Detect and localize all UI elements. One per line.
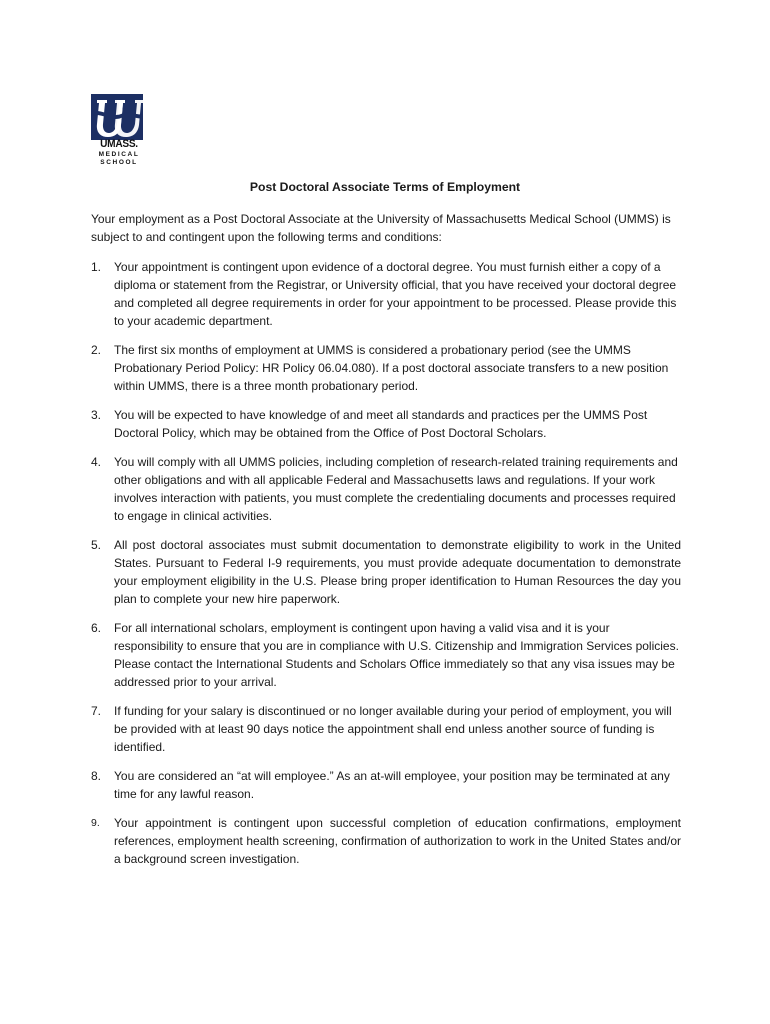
term-item-9 — [91, 814, 681, 868]
term-number: 6. — [91, 621, 102, 635]
term-number: 7. — [91, 704, 102, 718]
document-title: Post Doctoral Associate Terms of Employment — [249, 180, 521, 194]
term-number: 9. — [91, 817, 100, 829]
umass-u-logo-icon — [91, 94, 143, 140]
term-text: If funding for your salary is discontinued or no longer available during your period of employment, you will be provided with at least 90 days notice the appointment shall end unless another source of funding is identified. — [114, 704, 672, 754]
term-item-1 — [91, 258, 681, 330]
logo-school-text: SCHOOL — [100, 158, 138, 166]
term-number: 4. — [91, 455, 102, 469]
term-text: Your appointment is contingent upon evidence of a doctoral degree. You must furnish either a copy of a diploma or statement from the Registrar, or University official, that you have received your doctoral degree and completed all degree requirements in order for your appointment to be processed. Please provide this to your academic department. — [114, 260, 677, 328]
term-number: 2. — [91, 343, 102, 357]
term-item-5 — [91, 536, 681, 608]
logo-wordmark — [91, 139, 147, 166]
term-number: 8. — [91, 769, 102, 783]
logo-medical-text: MEDICAL — [98, 150, 140, 158]
logo-umass-text: UMASS. — [100, 138, 138, 150]
term-text: You will comply with all UMMS policies, including completion of research-related training requirements and other obligations and with all applicable Federal and Massachusetts laws and regulations. If your work involves interaction with patients, you must complete the credentialing documents and processes required to engage in clinical activities. — [114, 455, 678, 523]
term-text: You will be expected to have knowledge of and meet all standards and practices per the UMMS Post Doctoral Policy, which may be obtained from the Office of Post Doctoral Scholars. — [114, 408, 648, 440]
term-text: The first six months of employment at UMMS is considered a probationary period (see the UMMS Probationary Period Policy: HR Policy 06.04.080). If a post doctoral associate transfers to a new position within UMMS, there is a three month probationary period. — [114, 343, 669, 393]
term-number: 5. — [91, 538, 102, 552]
term-number: 3. — [91, 408, 102, 422]
umass-medical-logo — [91, 94, 145, 166]
term-number: 1. — [91, 260, 102, 274]
term-text: For all international scholars, employment is contingent upon having a valid visa and it is your responsibility to ensure that you are in compliance with U.S. Citizenship and Immigration Services policies. Please contact the International Students and Scholars Office immediately so that any visa issues may be addressed prior to your arrival. — [114, 621, 679, 689]
term-item-6 — [91, 619, 681, 691]
term-item-7 — [91, 702, 681, 756]
term-item-8 — [91, 767, 681, 803]
term-item-3 — [91, 406, 681, 442]
intro-paragraph: Your employment as a Post Doctoral Associate at the University of Massachusetts Medical School (UMMS) is subject to and contingent upon the following terms and conditions: — [91, 212, 671, 244]
term-item-2 — [91, 341, 681, 395]
term-text: All post doctoral associates must submit documentation to demonstrate eligibility to work in the United States. Pursuant to Federal I-9 requirements, you must provide adequate documentation to demonstrate your employment eligibility in the U.S. Please bring proper identification to Human Resources the day you plan to complete your new hire paperwork. — [114, 538, 681, 606]
term-item-4 — [91, 453, 681, 525]
terms-list — [91, 258, 681, 879]
term-text: You are considered an “at will employee.” As an at-will employee, your position may be terminated at any time for any lawful reason. — [114, 769, 670, 801]
term-text: Your appointment is contingent upon successful completion of education confirmations, employment references, employment health screening, confirmation of authorization to work in the United States and/or a background screen investigation. — [114, 816, 681, 866]
